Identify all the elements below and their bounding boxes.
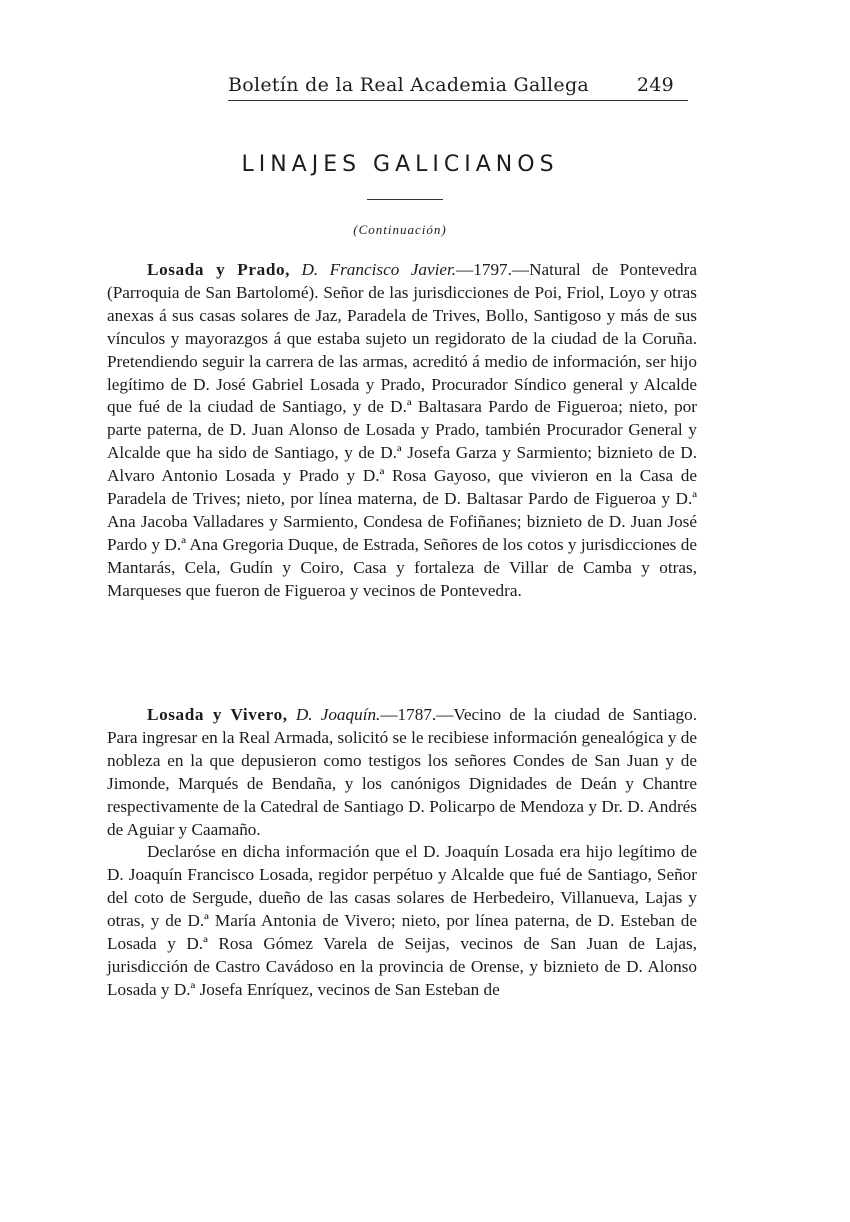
entry-body: —1797.—Natural de Pontevedra (Parroquia de San Bartolomé). Señor de las jurisdicciones de Poi, Friol, Loyo y otras anexas á sus casas solares de Jaz, Paradela de Trives, Bollo, Santigoso y más de sus vínculos y mayorazgos á que estaba sujeto un regidorato de la ciudad de la Coruña. Pretendiendo seguir la carrera de las armas, acreditó á medio de información, ser hijo legítimo de D. José Gabriel Losada y Prado, Procurador Síndico general y Alcalde que fué de la ciudad de Santiago, y de D.ª Baltasara Pardo de Figueroa; nieto, por parte paterna, de D. Juan Alonso de Losada y Prado, también Procurador General y Alcalde que ha sido de Santiago, y de D.ª Josefa Garza y Sarmiento; biznieto de D. Alvaro Antonio Losada y Prado y D.ª Rosa Gayoso, que vivieron en la Casa de Paradela de Trives; nieto, por línea materna, de D. Baltasar Pardo de Figueroa y D.ª Ana Jacoba Valladares y Sarmiento, Condesa de Fofiñanes; biznieto de D. Juan José Pardo y D.ª Ana Gregoria Duque, de Estrada, Señores de los cotos y jurisdicciones de Mantarás, Cela, Gudín y Coiro, Casa y fortaleza de Villar de Camba y otras, Marqueses que fueron de Figueroa y vecinos de Pontevedra.	[107, 260, 698, 600]
entry-paragraph: Declaróse en dicha información que el D. Joaquín Losada era hijo legítimo de D. Joaquín Francisco Losada, regidor perpétuo y Alcalde que fué de Santiago, Señor del coto de Sergude, dueño de las casas solares de Herbedeiro, Villanueva, Lajas y otras, y de D.ª María Antonia de Vivero; nieto, por línea paterna, de D. Esteban de Losada y D.ª Rosa Gómez Varela de Seijas, vecinos de San Juan de Lajas, jurisdicción de Castro Cavádoso en la provincia de Orense, y biznieto de D. Alonso Losada y D.ª Josefa Enríquez, vecinos de San Esteban de	[107, 842, 697, 999]
entry-surname: Losada y Vivero,	[147, 705, 288, 724]
journal-title: Boletín de la Real Academia Gallega	[228, 74, 590, 96]
header-rule	[228, 100, 688, 101]
entry-given-name: D. Joaquín.	[295, 705, 381, 724]
entry-paragraph	[107, 259, 697, 603]
title-rule	[367, 199, 443, 200]
continuation-note: (Continuación)	[353, 222, 447, 237]
entry-surname: Losada y Prado,	[147, 260, 291, 279]
entry-losada-y-prado	[107, 259, 697, 603]
entry-paragraph	[107, 704, 697, 841]
section-title: LINAJES GALICIANOS	[241, 152, 559, 177]
entry-losada-y-vivero	[107, 704, 697, 1002]
page-number: 249	[636, 74, 674, 96]
entry-given-name: D. Francisco Javier.	[301, 260, 457, 279]
entry-body: —1787.—Vecino de la ciudad de Santiago. Para ingresar en la Real Armada, solicitó se le recibiese información genealógica y de nobleza en la que depusieron como testigos los señores Condes de San Juan y de Jimonde, Marqués de Bendaña, y los canónigos Dignidades de Deán y Chantre respectivamente de la Catedral de Santiago D. Policarpo de Mendoza y Dr. D. Andrés de Aguiar y Caamaño.	[107, 705, 697, 839]
